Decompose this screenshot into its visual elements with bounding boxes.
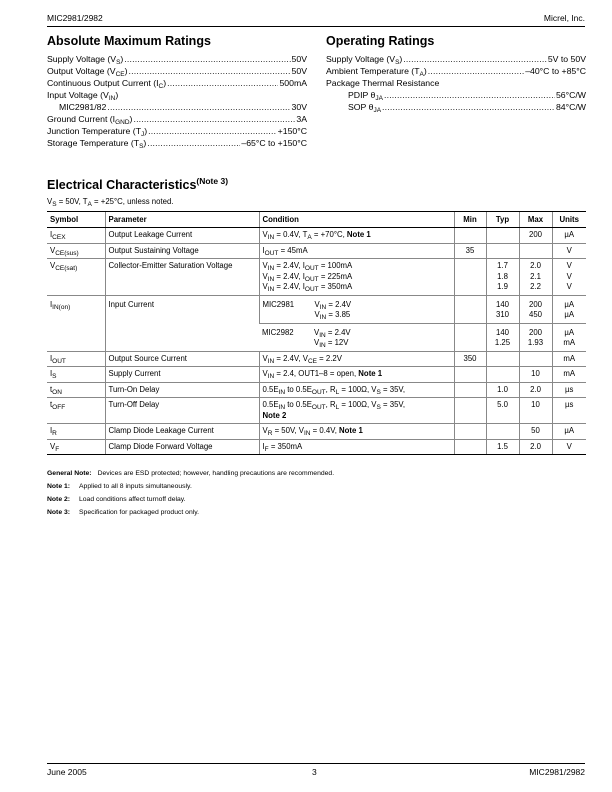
rating-line: [47, 77, 307, 89]
table-row: $V_F$ Clamp Diode Forward Voltage $I_F = 350mA$ 1.5 2.0 V: [47, 439, 586, 455]
leader-dots: [382, 101, 555, 113]
rating-value: –40°C to +85°C: [525, 66, 586, 76]
footer-part-number: MIC2981/2982: [529, 767, 585, 777]
col-symbol: Symbol: [47, 212, 105, 228]
notes-section: [47, 467, 334, 519]
rating-line: [47, 53, 307, 65]
col-max: Max: [519, 212, 552, 228]
abs-max-title: Absolute Maximum Ratings: [47, 34, 211, 48]
rating-label: Output Voltage $(V_{CE})$: [47, 66, 128, 78]
header-part-number: MIC2981/2982: [47, 13, 103, 23]
table-row: $t_{ON}$ Turn-On Delay $0.5E_{IN}$ to $0.5E_{OUT}$, $R_L = 100\Omega$, $V_S = 35V$, 1.0 2.0 µs: [47, 382, 586, 398]
rating-label: Junction Temperature $(T_J)$: [47, 126, 148, 138]
leader-dots: [129, 65, 291, 77]
rating-line: [47, 137, 307, 149]
rating-label: Ambient Temperature $(T_A)$: [326, 66, 427, 78]
rating-line: [326, 89, 586, 101]
note-1: Note 1: Applied to all 8 inputs simultaneously.: [47, 483, 192, 490]
rating-line: [47, 101, 307, 113]
rating-line: [47, 113, 307, 125]
rating-value: 3A: [296, 114, 307, 124]
leader-dots: [148, 125, 277, 137]
leader-dots: [428, 65, 524, 77]
col-parameter: Parameter: [105, 212, 259, 228]
rating-value: 56°C/W: [555, 90, 586, 100]
ec-table: [47, 211, 586, 455]
rating-line: [326, 101, 586, 113]
header-company: Micrel, Inc.: [543, 13, 585, 23]
table-row: $I_R$ Clamp Diode Leakage Current $V_R = 50V$, $V_{IN} = 0.4V$, Note 1 50 µA: [47, 424, 586, 440]
rating-label: SOP $\theta_{JA}$: [348, 102, 382, 114]
rating-value: 500mA: [279, 78, 307, 88]
leader-dots: [403, 53, 547, 65]
table-row: $t_{OFF}$ Turn-Off Delay $0.5E_{IN}$ to $0.5E_{OUT}$, $R_L = 100\Omega$, $V_S = 35V$, Note 2 5.0 10 µs: [47, 398, 586, 424]
ec-note-ref: (Note 3): [196, 176, 229, 186]
operating-title: Operating Ratings: [326, 34, 435, 48]
general-note: General Note: Devices are ESD protected; however, handling precautions are recommended.: [47, 470, 335, 477]
table-row: $V_{CE(sus)}$ Output Sustaining Voltage $I_{OUT} = 45mA$ 35 V: [47, 243, 586, 259]
rating-line: [326, 65, 586, 77]
table-row: $V_{CE(sat)}$ Collector-Emitter Saturation Voltage $V_{IN} = 2.4V$, $I_{OUT} = 100mA$ $V_{IN} = 2.4V$, $I_{OUT} = 225mA$ $V_{IN} = 2.4V$, $I_{OUT} = 350mA$ 1.7 1.8 1.9 2.0 2.1 2.2 V V V: [47, 259, 586, 296]
table-row: $I_{CEX}$ Output Leakage Current $V_{IN} = 0.4V$, $T_A = +70^\circ C$, Note 1 200 µA: [47, 228, 586, 244]
rating-label: Continuous Output Current $(I_C)$: [47, 78, 167, 90]
rating-label: PDIP $\theta_{JA}$: [348, 90, 383, 102]
rating-value: 50V: [291, 54, 307, 64]
ec-title: [47, 176, 228, 192]
leader-dots: [384, 89, 555, 101]
abs-max-section: [47, 34, 307, 149]
footer-rule: [47, 763, 585, 764]
rating-label: Package Thermal Resistance: [326, 78, 440, 88]
abs-max-list: [47, 53, 307, 149]
rating-line: [47, 125, 307, 137]
leader-dots: [167, 77, 278, 89]
leader-dots: [147, 137, 240, 149]
ec-conditions: $V_S = 50V$, $T_A = +25^\circ C$, unless noted.: [47, 197, 174, 208]
table-row: $I_S$ Supply Current $V_{IN} = 2.4$, OUT1–8 = open, Note 1 10 mA: [47, 367, 586, 383]
rating-label: Supply Voltage $(V_S)$: [326, 54, 403, 66]
col-units: Units: [552, 212, 586, 228]
note-3: Note 3: Specification for packaged product only.: [47, 509, 200, 516]
operating-list: [326, 53, 586, 113]
table-row: $I_{OUT}$ Output Source Current $V_{IN} = 2.4V$, $V_{CE} = 2.2V$ 350 mA: [47, 351, 586, 367]
rating-value: +150°C: [277, 126, 307, 136]
rating-value: 30V: [291, 102, 307, 112]
col-min: Min: [454, 212, 486, 228]
col-typ: Typ: [486, 212, 519, 228]
rating-label: Supply Voltage $(V_S)$: [47, 54, 124, 66]
col-condition: Condition: [259, 212, 454, 228]
leader-dots: [107, 101, 290, 113]
rating-label: Input Voltage $(V_{IN})$: [47, 90, 119, 102]
rating-line: [47, 65, 307, 77]
footer-date: June 2005: [47, 767, 87, 777]
table-row: $I_{IN(on)}$ Input Current MIC2981 $V_{IN} = 2.4V$ $V_{IN} = 3.85$ 140 310 200 450 µA µA: [47, 295, 586, 323]
rating-value: 5V to 50V: [547, 54, 586, 64]
ec-header-row: [47, 212, 586, 228]
rating-line: [47, 89, 307, 101]
rating-line: [326, 77, 586, 89]
footer-page-number: 3: [312, 767, 317, 777]
ec-title-text: Electrical Characteristics: [47, 178, 197, 193]
rating-line: [326, 53, 586, 65]
rating-value: –65°C to +150°C: [241, 138, 307, 148]
rating-label: MIC2981/82: [59, 102, 107, 112]
leader-dots: [124, 53, 290, 65]
rating-label: Storage Temperature $(T_S)$: [47, 138, 147, 150]
operating-section: [326, 34, 586, 113]
table-row: MIC2982 $V_{IN} = 2.4V$ $V_{IN} = 12V$ 140 1.25 200 1.93 µA mA: [47, 323, 586, 351]
leader-dots: [133, 113, 295, 125]
note-2: Note 2: Load conditions affect turnoff delay.: [47, 496, 186, 503]
rating-value: 84°C/W: [555, 102, 586, 112]
rating-label: Ground Current $(I_{GND})$: [47, 114, 133, 126]
header-rule: [47, 26, 585, 27]
rating-value: 50V: [291, 66, 307, 76]
